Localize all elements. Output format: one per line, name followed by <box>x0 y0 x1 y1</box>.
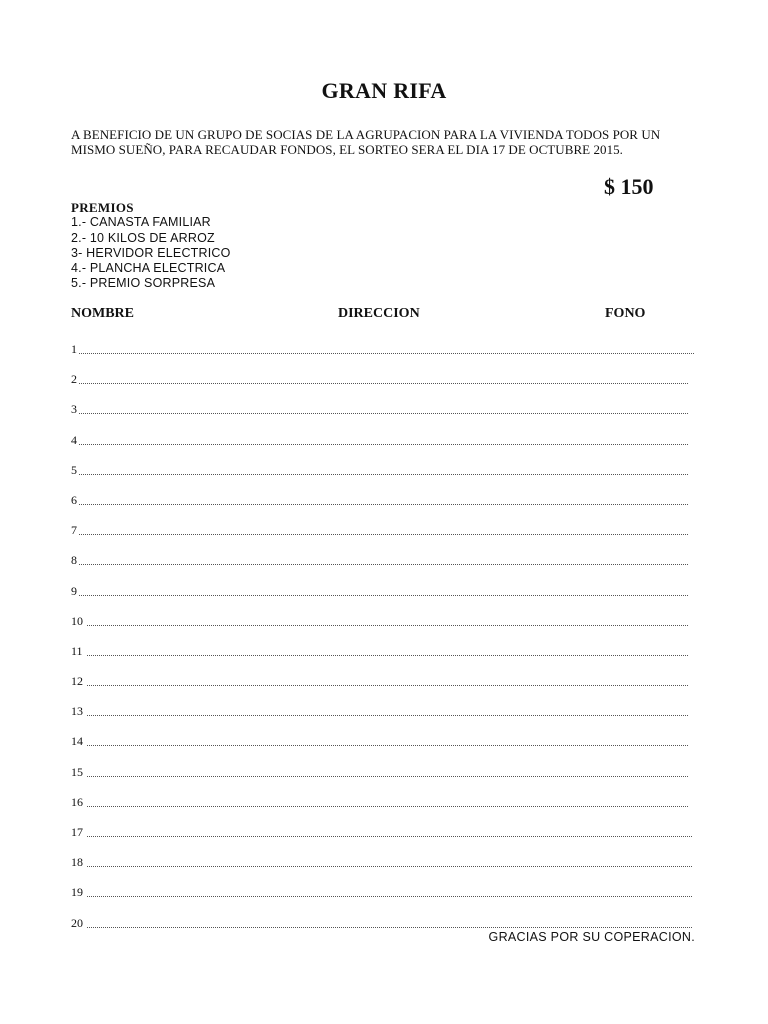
prize-item: 3- HERVIDOR ELECTRICO <box>71 245 231 260</box>
entry-number: 14 <box>71 734 83 749</box>
dotted-line <box>87 714 688 716</box>
entry-number: 20 <box>71 915 83 930</box>
thanks-footer: GRACIAS POR SU COPERACION. <box>488 930 695 944</box>
dotted-line <box>87 805 688 807</box>
entry-number: 3 <box>71 402 77 417</box>
dotted-line <box>87 865 692 867</box>
entry-number: 8 <box>71 553 77 568</box>
entry-row[interactable] <box>71 764 694 794</box>
entry-number: 10 <box>71 613 83 628</box>
intro-paragraph: A BENEFICIO DE UN GRUPO DE SOCIAS DE LA AGRUPACION PARA LA VIVIENDA TODOS POR UN MISMO SUEÑO, PARA RECAUDAR FONDOS, EL SORTEO SERA EL DIA 17 DE OCTUBRE 2015. <box>71 127 661 157</box>
entry-row[interactable] <box>71 462 694 492</box>
entry-number: 6 <box>71 492 77 507</box>
entry-row[interactable] <box>71 794 694 824</box>
column-header-name: NOMBRE <box>71 306 134 321</box>
dotted-line <box>79 443 688 445</box>
prizes-section <box>71 200 231 292</box>
dotted-line <box>87 835 692 837</box>
entry-number: 13 <box>71 704 83 719</box>
entry-row[interactable] <box>71 341 694 371</box>
entry-number: 17 <box>71 825 83 839</box>
entry-row[interactable] <box>71 854 694 884</box>
dotted-line <box>87 744 688 746</box>
entry-row[interactable] <box>71 824 694 854</box>
entry-number: 11 <box>71 643 83 658</box>
prize-item: 1.- CANASTA FAMILIAR <box>71 215 211 230</box>
dotted-line <box>79 473 688 475</box>
entry-row[interactable] <box>71 884 694 914</box>
entry-row[interactable] <box>71 643 694 673</box>
entry-number: 2 <box>71 372 77 387</box>
dotted-line <box>87 624 688 626</box>
dotted-line <box>87 654 688 656</box>
entry-number: 4 <box>71 432 77 447</box>
ticket-price: $ 150 <box>604 174 654 199</box>
prize-item: 5.- PREMIO SORPRESA <box>71 276 216 291</box>
entry-list <box>71 341 694 945</box>
dotted-line <box>79 352 694 354</box>
dotted-line <box>87 775 688 777</box>
entry-number: 18 <box>71 855 83 870</box>
entry-row[interactable] <box>71 401 694 431</box>
entry-number: 9 <box>71 583 77 598</box>
dotted-line <box>79 594 688 596</box>
entry-row[interactable] <box>71 552 694 582</box>
prizes-heading: PREMIOS <box>71 200 134 215</box>
entry-row[interactable] <box>71 522 694 552</box>
entry-number: 1 <box>71 342 77 356</box>
dotted-line <box>79 533 688 535</box>
entry-number: 12 <box>71 674 83 689</box>
entry-row[interactable] <box>71 733 694 763</box>
dotted-line <box>87 926 692 928</box>
entry-row[interactable] <box>71 432 694 462</box>
entry-row[interactable] <box>71 583 694 613</box>
entry-number: 7 <box>71 523 77 538</box>
entry-row[interactable] <box>71 673 694 703</box>
page-title: GRAN RIFA <box>321 78 447 103</box>
dotted-line <box>87 684 688 686</box>
column-headers <box>71 306 696 326</box>
column-header-phone: FONO <box>605 306 646 321</box>
entry-number: 19 <box>71 885 83 900</box>
column-header-address: DIRECCION <box>338 306 420 321</box>
entry-number: 15 <box>71 764 83 779</box>
entry-number: 5 <box>71 462 77 477</box>
entry-row[interactable] <box>71 371 694 401</box>
dotted-line <box>79 412 688 414</box>
entry-number: 16 <box>71 794 83 809</box>
dotted-line <box>87 895 692 897</box>
dotted-line <box>79 382 688 384</box>
dotted-line <box>79 503 688 505</box>
dotted-line <box>79 563 688 565</box>
prize-item: 4.- PLANCHA ELECTRICA <box>71 261 226 276</box>
entry-row[interactable] <box>71 613 694 643</box>
entry-row[interactable] <box>71 492 694 522</box>
prize-item: 2.- 10 KILOS DE ARROZ <box>71 230 215 245</box>
entry-row[interactable] <box>71 703 694 733</box>
